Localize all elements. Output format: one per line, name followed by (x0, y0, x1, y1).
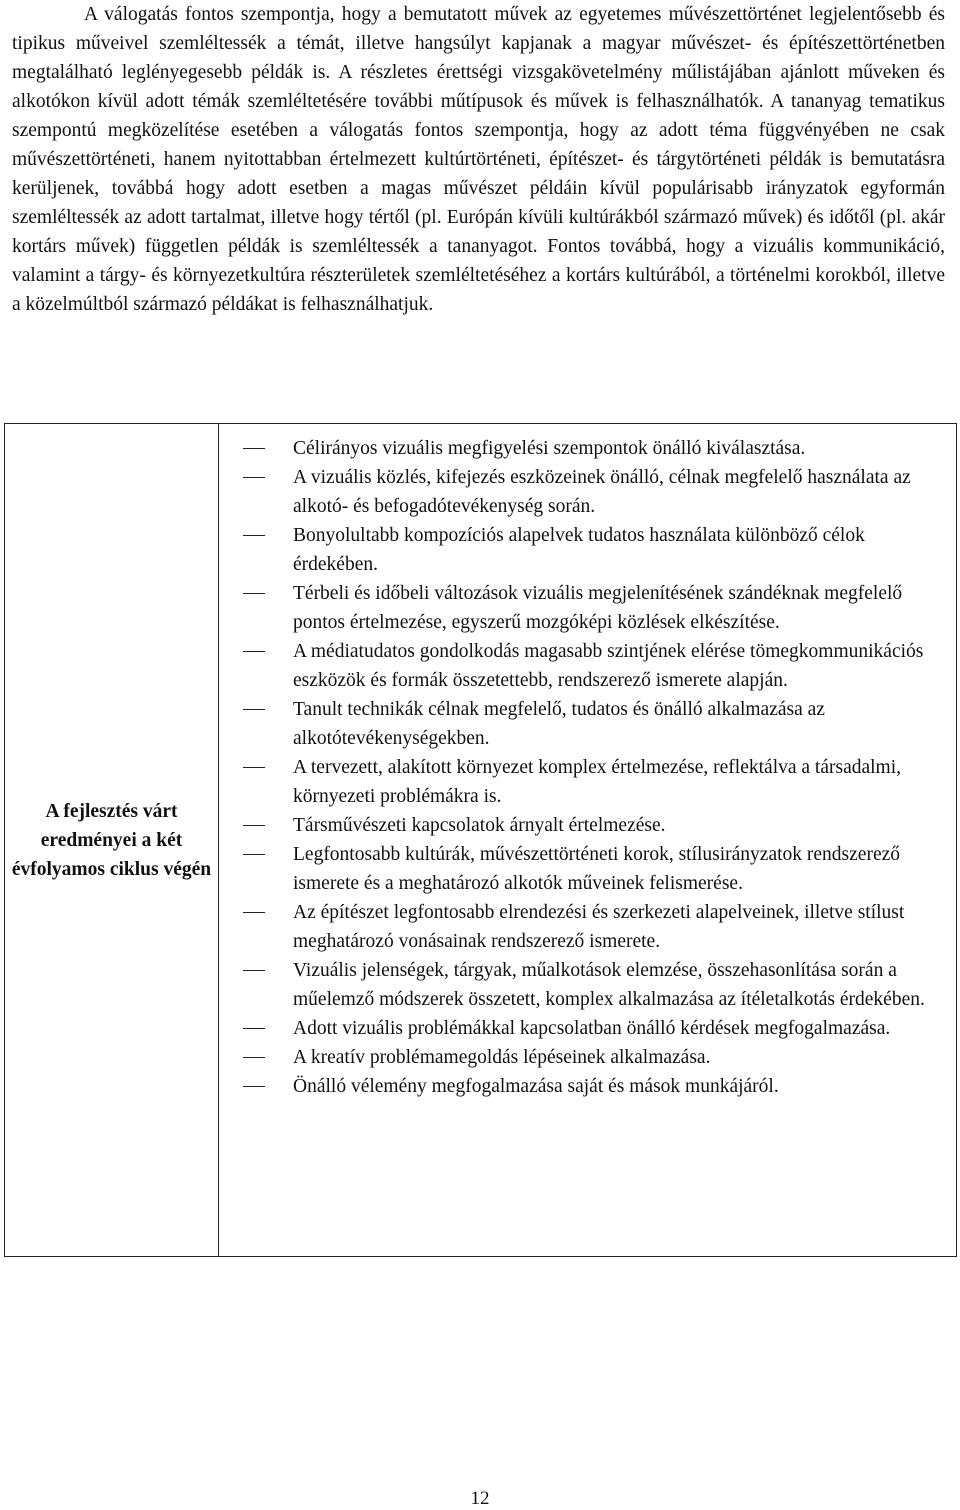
outcome-text: Önálló vélemény megfogalmazása saját és mások munkájáról. (293, 1076, 779, 1097)
outcome-item (243, 463, 942, 521)
outcomes-list-cell (219, 424, 957, 1257)
dash-bullet-icon (243, 1057, 265, 1058)
outcomes-list (243, 434, 942, 1101)
intro-text (12, 0, 945, 319)
outcome-text: A vizuális közlés, kifejezés eszközeinek önálló, célnak megfelelő használata az alkotó- és befogadótevékenység során. (293, 467, 911, 517)
outcome-item (243, 753, 942, 811)
outcome-text: Legfontosabb kultúrák, művészettörténeti korok, stílusirányzatok rendszerező ismerete és a meghatározó alkotók műveinek felismerése. (293, 844, 901, 894)
outcomes-label-cell (5, 424, 219, 1257)
outcome-text: Térbeli és időbeli változások vizuális megjelenítésének szándéknak megfelelő pontos értelmezése, egyszerű mozgóképi közlések elkészítése. (293, 583, 903, 633)
dash-bullet-icon (243, 854, 265, 855)
dash-bullet-icon (243, 767, 265, 768)
dash-bullet-icon (243, 448, 265, 449)
outcome-item (243, 840, 942, 898)
dash-bullet-icon (243, 709, 265, 710)
dash-bullet-icon (243, 912, 265, 913)
dash-bullet-icon (243, 651, 265, 652)
intro-paragraph: A válogatás fontos szempontja, hogy a bemutatott művek az egyetemes művészettörténet legjelentősebb és tipikus műveivel szemléltessék a témát, illetve hangsúlyt kapjanak a magyar művészet- és építészettörténetben megtalálható leglényegesebb példák is. A részletes érettségi vizsgakövetelmény műlistájában ajánlott műveken és alkotókon kívül adott témák szemléltetésére további műtípusok és művek is felhasználhatók. A tananyag tematikus szempontú megközelítése esetében a válogatás fontos szempontja, hogy az adott téma függvényében ne csak művészettörténeti, hanem nyitottabban értelmezett kultúrtörténeti, építészet- és tárgytörténeti példák is bemutatásra kerüljenek, továbbá hogy adott esetben a magas művészet példáin kívül populárisabb irányzatok egyformán szemléltessék az adott tartalmat, illetve hogy tértől (pl. Európán kívüli kultúrákból származó művek) és időtől (pl. akár kortárs művek) független példák is szemléltessék a tananyagot. Fontos továbbá, hogy a vizuális kommunikáció, valamint a tárgy- és környezetkultúra részterületek szemléltetéséhez a kortárs kultúrából, a történelmi korokból, illetve a közelmúltból származó példákat is felhasználhatjuk. (12, 4, 945, 315)
outcome-text: Adott vizuális problémákkal kapcsolatban önálló kérdések megfogalmazása. (293, 1018, 891, 1039)
outcome-text: Bonyolultabb kompozíciós alapelvek tudatos használata különböző célok érdekében. (293, 525, 865, 575)
outcome-item (243, 956, 942, 1014)
outcome-item (243, 434, 942, 463)
outcome-text: A kreatív problémamegoldás lépéseinek alkalmazása. (293, 1047, 711, 1068)
outcome-item (243, 579, 942, 637)
outcome-item (243, 637, 942, 695)
outcome-text: Vizuális jelenségek, tárgyak, műalkotások elemzése, összehasonlítása során a műelemző módszerek összetett, komplex alkalmazása az ítéletalkotás érdekében. (293, 960, 925, 1010)
outcome-text: Az építészet legfontosabb elrendezési és szerkezeti alapelveinek, illetve stílust meghatározó vonásainak rendszerező ismerete. (293, 902, 905, 952)
dash-bullet-icon (243, 593, 265, 594)
outcomes-row (5, 424, 957, 1257)
outcome-text: A médiatudatos gondolkodás magasabb szintjének elérése tömegkommunikációs eszközök és formák összetettebb, rendszerező ismerete alapján. (293, 641, 924, 691)
outcome-item (243, 898, 942, 956)
dash-bullet-icon (243, 477, 265, 478)
outcome-item (243, 1014, 942, 1043)
outcome-text: Társművészeti kapcsolatok árnyalt értelmezése. (293, 815, 666, 836)
dash-bullet-icon (243, 825, 265, 826)
outcome-item (243, 1043, 942, 1072)
outcomes-label: A fejlesztés várt eredményei a két évfolyamos ciklus végén (11, 800, 212, 880)
page-number: 12 (470, 1488, 490, 1509)
outcome-item (243, 695, 942, 753)
outcome-item (243, 521, 942, 579)
dash-bullet-icon (243, 535, 265, 536)
dash-bullet-icon (243, 1086, 265, 1087)
outcome-text: Célirányos vizuális megfigyelési szempontok önálló kiválasztása. (293, 438, 806, 459)
outcome-item (243, 811, 942, 840)
dash-bullet-icon (243, 1028, 265, 1029)
outcomes-table (4, 423, 957, 1257)
outcome-text: A tervezett, alakított környezet komplex értelmezése, reflektálva a társadalmi, környezeti problémákra is. (293, 757, 902, 807)
outcome-item (243, 1072, 942, 1101)
dash-bullet-icon (243, 970, 265, 971)
outcome-text: Tanult technikák célnak megfelelő, tudatos és önálló alkalmazása az alkotótevékenységekben. (293, 699, 825, 749)
